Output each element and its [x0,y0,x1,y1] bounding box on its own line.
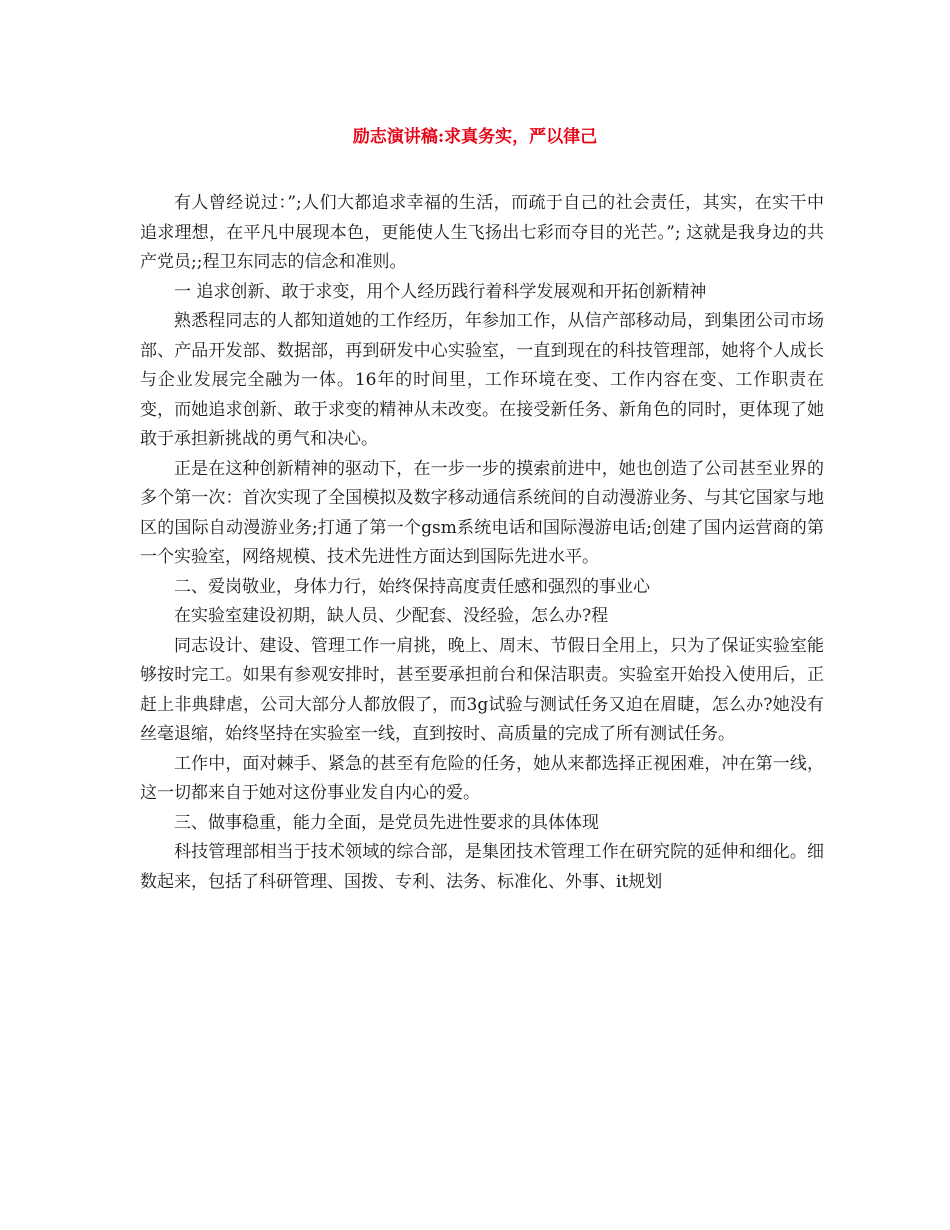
section-heading-1: 一 追求创新、敢于求变，用个人经历践行着科学发展观和开拓创新精神 [174,281,707,302]
paragraph-lab-dedication: 同志设计、建设、管理工作一肩挑，晚上、周末、节假日全用上，只为了保证实验室能够按时完工。如果有参观安排时，甚至要承担前台和保洁职责。实验室开始投入使用后，正赶上非典肆虐，公司大部分人都放假了，而3g试验与测试任务又迫在眉睫，怎么办?她没有丝毫退缩，始终坚持在实验室一线，直到按时、高质量的完成了所有测试任务。 [140,635,824,744]
section-heading-2: 二、爱岗敬业，身体力行，始终保持高度责任感和强烈的事业心 [174,576,650,597]
paragraph-facing-difficulty: 工作中，面对棘手、紧急的甚至有危险的任务，她从来都选择正视困难，冲在第一线，这一切都来自于她对这份事业发自内心的爱。 [140,753,824,803]
paragraph-intro: 有人曾经说过：”;人们大都追求幸福的生活，而疏于自己的社会责任，其实，在实干中追求理想，在平凡中展现本色，更能使人生飞扬出七彩而夺目的光芒。”; 这就是我身边的共产党员;;程卫东同志的信念和准则。 [140,193,824,272]
paragraph-innovation-firsts: 正是在这种创新精神的驱动下，在一步一步的摸索前进中，她也创造了公司甚至业界的多个第一次：首次实现了全国模拟及数字移动通信系统间的自动漫游业务、与其它国家与地区的国际自动漫游业务;打通了第一个gsm系统电话和国际漫游电话;创建了国内运营商的第一个实验室，网络规模、技术先进性方面达到国际先进水平。 [140,458,824,567]
paragraph-lab-construction: 在实验室建设初期，缺人员、少配套、没经验，怎么办?程 [174,606,609,626]
paragraph-work-history: 熟悉程同志的人都知道她的工作经历，年参加工作，从信产部移动局，到集团公司市场部、产品开发部、数据部，再到研发中心实验室，一直到现在的科技管理部，她将个人成长与企业发展完全融为一体。16年的时间里，工作环境在变、工作内容在变、工作职责在变，而她追求创新、敢于求变的精神从未改变。在接受新任务、新角色的同时，更体现了她敢于承担新挑战的勇气和决心。 [140,311,824,449]
document-body [140,189,824,897]
document-title: 励志演讲稿:求真务实，严以律己 [352,127,598,147]
paragraph-tech-management: 科技管理部相当于技术领域的综合部，是集团技术管理工作在研究院的延伸和细化。细数起来，包括了科研管理、国拨、专利、法务、标准化、外事、it规划 [140,842,824,892]
section-heading-3: 三、做事稳重，能力全面，是党员先进性要求的具体体现 [174,812,599,833]
